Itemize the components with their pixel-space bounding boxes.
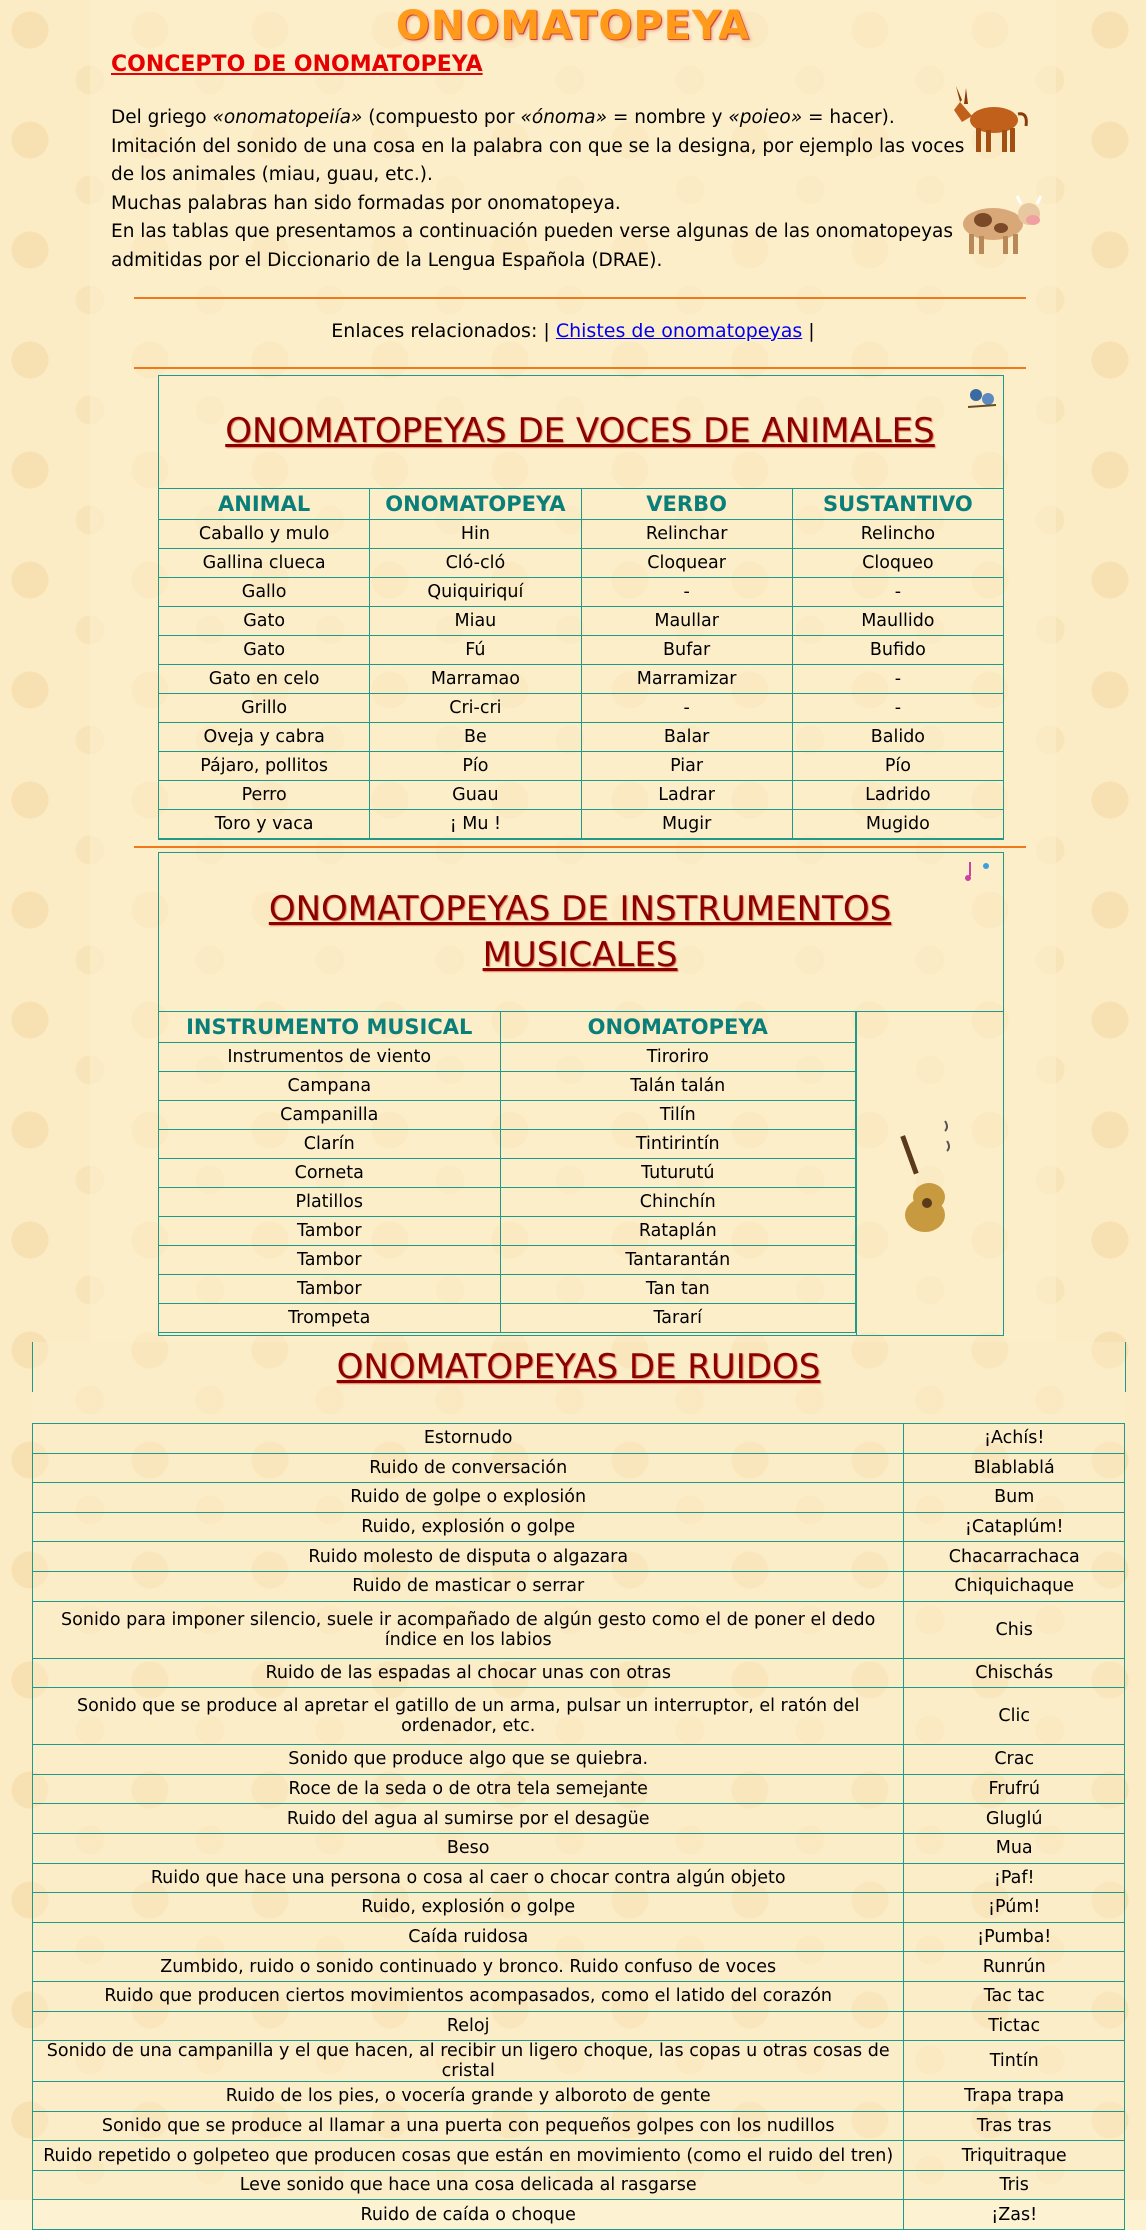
table-cell: Leve sonido que hace una cosa delicada al rasgarse	[33, 2170, 904, 2200]
table-cell: Maullido	[792, 607, 1003, 636]
noises-title: ONOMATOPEYAS DE RUIDOS	[336, 1347, 821, 1387]
intro-line-5: En las tablas que presentamos a continuación pueden verse algunas de las onomatopeyas	[111, 221, 954, 242]
intro-text	[111, 104, 965, 275]
instruments-table	[158, 1011, 856, 1333]
noises-table	[32, 1423, 1125, 2230]
table-cell: Bufido	[792, 636, 1003, 665]
instruments-header-row	[159, 1012, 856, 1043]
table-row	[159, 810, 1004, 839]
table-cell: -	[581, 694, 792, 723]
table-row	[159, 723, 1004, 752]
table-cell: Ruido de golpe o explosión	[33, 1483, 904, 1513]
table-cell: Campana	[159, 1072, 501, 1101]
table-cell: Bum	[904, 1483, 1125, 1513]
table-row	[159, 1188, 856, 1217]
table-cell: -	[792, 665, 1003, 694]
table-cell: Cló-cló	[370, 549, 581, 578]
table-cell: Tris	[904, 2170, 1125, 2200]
table-cell: Corneta	[159, 1159, 501, 1188]
table-cell: Rataplán	[500, 1217, 855, 1246]
table-row	[33, 1863, 1125, 1893]
table-cell: Campanilla	[159, 1101, 501, 1130]
table-cell: Bufar	[581, 636, 792, 665]
intro-line-4: Muchas palabras han sido formadas por onomatopeya.	[111, 192, 621, 214]
table-cell: Gato en celo	[159, 665, 370, 694]
table-cell: Sonido que produce algo que se quiebra.	[33, 1745, 904, 1775]
animals-header-row	[159, 489, 1004, 520]
table-cell: Tantarantán	[500, 1246, 855, 1275]
divider-2	[134, 367, 1026, 369]
table-cell: Ladrar	[581, 781, 792, 810]
related-links-suffix: |	[802, 320, 815, 342]
table-row	[159, 1159, 856, 1188]
table-cell: Quiquiriquí	[370, 578, 581, 607]
table-cell: Cloqueo	[792, 549, 1003, 578]
table-cell: ¡Paf!	[904, 1863, 1125, 1893]
table-cell: ¡Pumba!	[904, 1922, 1125, 1952]
table-row	[33, 2011, 1125, 2041]
table-row	[159, 520, 1004, 549]
table-cell: Pío	[792, 752, 1003, 781]
table-row	[159, 1246, 856, 1275]
table-cell: Tintín	[904, 2041, 1125, 2082]
table-row	[159, 1130, 856, 1159]
table-cell: Sonido para imponer silencio, suele ir acompañado de algún gesto como el de poner el dedo índice en los labios	[33, 1601, 904, 1658]
table-cell: Ruido de las espadas al chocar unas con otras	[33, 1658, 904, 1688]
header-animal: ANIMAL	[159, 489, 370, 520]
table-row	[33, 2200, 1125, 2230]
table-cell: Pío	[370, 752, 581, 781]
table-cell: Chacarrachaca	[904, 1542, 1125, 1572]
table-cell: Perro	[159, 781, 370, 810]
table-cell: Clic	[904, 1688, 1125, 1745]
table-cell: Gallo	[159, 578, 370, 607]
header-sustantivo: SUSTANTIVO	[792, 489, 1003, 520]
table-row	[159, 1217, 856, 1246]
table-cell: Reloj	[33, 2011, 904, 2041]
intro-line-1	[111, 104, 951, 133]
table-row	[159, 607, 1004, 636]
table-cell: -	[792, 578, 1003, 607]
table-cell: Ruido de conversación	[33, 1453, 904, 1483]
table-cell: Tras tras	[904, 2111, 1125, 2141]
table-cell: Zumbido, ruido o sonido continuado y bronco. Ruido confuso de voces	[33, 1952, 904, 1982]
table-cell: Frufrú	[904, 1774, 1125, 1804]
table-row	[33, 1893, 1125, 1923]
table-cell: Guau	[370, 781, 581, 810]
animals-table	[158, 488, 1004, 839]
music-notes-icon	[962, 858, 994, 888]
table-cell: Tuturutú	[500, 1159, 855, 1188]
table-row	[33, 1922, 1125, 1952]
table-cell: Ruido de caída o choque	[33, 2200, 904, 2230]
intro-line-3: de los animales (miau, guau, etc.).	[111, 164, 433, 185]
table-cell: Caída ruidosa	[33, 1922, 904, 1952]
table-cell: Crac	[904, 1745, 1125, 1775]
cow-illustration	[955, 190, 1045, 260]
header-onomatopeya-instr: ONOMATOPEYA	[500, 1012, 855, 1043]
intro-term-poieo: «poieo»	[728, 107, 803, 128]
table-cell: Grillo	[159, 694, 370, 723]
table-cell: Relincho	[792, 520, 1003, 549]
table-cell: ¡Zas!	[904, 2200, 1125, 2230]
table-row	[33, 1688, 1125, 1745]
table-row	[159, 694, 1004, 723]
table-row	[33, 1542, 1125, 1572]
header-instrumento: INSTRUMENTO MUSICAL	[159, 1012, 501, 1043]
table-row	[33, 1952, 1125, 1982]
table-row	[33, 1483, 1125, 1513]
table-row	[33, 1601, 1125, 1658]
table-cell: Tiroriro	[500, 1043, 855, 1072]
table-cell: ¡Púm!	[904, 1893, 1125, 1923]
table-cell: Tintirintín	[500, 1130, 855, 1159]
intro-text-a: Del griego	[111, 107, 213, 128]
table-cell: Trapa trapa	[904, 2082, 1125, 2112]
intro-line-2: Imitación del sonido de una cosa en la palabra con que se la designa, por ejemplo las voces	[111, 135, 965, 157]
table-cell: Piar	[581, 752, 792, 781]
table-cell: Sonido que se produce al llamar a una puerta con pequeños golpes con los nudillos	[33, 2111, 904, 2141]
table-cell: Hin	[370, 520, 581, 549]
table-row	[33, 1833, 1125, 1863]
table-cell: Tambor	[159, 1275, 501, 1304]
table-cell: Tan tan	[500, 1275, 855, 1304]
table-cell: ¡ Mu !	[370, 810, 581, 839]
table-cell: Pájaro, pollitos	[159, 752, 370, 781]
table-cell: Talán talán	[500, 1072, 855, 1101]
table-cell: Fú	[370, 636, 581, 665]
table-row	[33, 1804, 1125, 1834]
instruments-title-line-2: MUSICALES	[482, 935, 678, 975]
table-cell: Tictac	[904, 2011, 1125, 2041]
table-cell: Ruido repetido o golpeteo que producen cosas que están en movimiento (como el ruido del tren)	[33, 2141, 904, 2171]
table-cell: Tac tac	[904, 1981, 1125, 2011]
table-cell: Miau	[370, 607, 581, 636]
table-row	[33, 1571, 1125, 1601]
table-cell: Sonido que se produce al apretar el gatillo de un arma, pulsar un interruptor, el ratón del ordenador, etc.	[33, 1688, 904, 1745]
table-row	[159, 1101, 856, 1130]
table-cell: Gato	[159, 636, 370, 665]
table-cell: Runrún	[904, 1952, 1125, 1982]
table-cell: Tilín	[500, 1101, 855, 1130]
table-row	[33, 1424, 1125, 1454]
table-cell: Balar	[581, 723, 792, 752]
table-cell: Triquitraque	[904, 2141, 1125, 2171]
table-cell: Ruido del agua al sumirse por el desagüe	[33, 1804, 904, 1834]
table-cell: Balido	[792, 723, 1003, 752]
table-cell: Ruido, explosión o golpe	[33, 1893, 904, 1923]
animals-title: ONOMATOPEYAS DE VOCES DE ANIMALES	[225, 411, 935, 451]
table-cell: Ruido que producen ciertos movimientos acompasados, como el latido del corazón	[33, 1981, 904, 2011]
intro-term-onoma: «ónoma»	[520, 107, 608, 128]
table-cell: Toro y vaca	[159, 810, 370, 839]
donkey-illustration	[950, 82, 1030, 160]
table-row	[159, 781, 1004, 810]
intro-text-e: = nombre y	[607, 107, 729, 128]
table-cell: Cri-cri	[370, 694, 581, 723]
concept-title: CONCEPTO DE ONOMATOPEYA	[111, 52, 483, 77]
table-cell: -	[792, 694, 1003, 723]
table-row	[159, 752, 1004, 781]
table-cell: Gluglú	[904, 1804, 1125, 1834]
table-row	[159, 1043, 856, 1072]
header-verbo: VERBO	[581, 489, 792, 520]
instruments-title	[158, 886, 1002, 978]
table-row	[33, 2041, 1125, 2082]
table-cell: Blablablá	[904, 1453, 1125, 1483]
table-cell: Cloquear	[581, 549, 792, 578]
table-cell: Gallina clueca	[159, 549, 370, 578]
table-cell: Tararí	[500, 1304, 855, 1333]
intro-text-c: (compuesto por	[362, 107, 521, 128]
table-cell: Mugido	[792, 810, 1003, 839]
table-row	[159, 549, 1004, 578]
related-links	[0, 320, 1146, 342]
table-row	[33, 2111, 1125, 2141]
intro-line-6: admitidas por el Diccionario de la Lengua Española (DRAE).	[111, 249, 663, 271]
table-cell: Tambor	[159, 1217, 501, 1246]
table-cell: Oveja y cabra	[159, 723, 370, 752]
intro-text-g: = hacer).	[802, 107, 895, 128]
instruments-title-line-1: ONOMATOPEYAS DE INSTRUMENTOS	[268, 889, 892, 929]
table-row	[33, 1658, 1125, 1688]
table-cell: ¡Achís!	[904, 1424, 1125, 1454]
table-cell: Relinchar	[581, 520, 792, 549]
table-row	[159, 1304, 856, 1333]
table-cell: Roce de la seda o de otra tela semejante	[33, 1774, 904, 1804]
table-cell: Ruido molesto de disputa o algazara	[33, 1542, 904, 1572]
table-cell: Ruido que hace una persona o cosa al caer o chocar contra algún objeto	[33, 1863, 904, 1893]
table-cell: Maullar	[581, 607, 792, 636]
table-cell: Ruido, explosión o golpe	[33, 1512, 904, 1542]
table-cell: Marramizar	[581, 665, 792, 694]
table-cell: Ladrido	[792, 781, 1003, 810]
table-cell: Be	[370, 723, 581, 752]
table-cell: Ruido de masticar o serrar	[33, 1571, 904, 1601]
table-cell: Platillos	[159, 1188, 501, 1217]
table-row	[159, 665, 1004, 694]
header-onomatopeya: ONOMATOPEYA	[370, 489, 581, 520]
table-row	[159, 636, 1004, 665]
table-row	[33, 2170, 1125, 2200]
link-chistes-onomatopeyas[interactable]: Chistes de onomatopeyas	[555, 320, 803, 342]
table-cell: Clarín	[159, 1130, 501, 1159]
table-row	[33, 1981, 1125, 2011]
table-cell: Trompeta	[159, 1304, 501, 1333]
table-cell: Mua	[904, 1833, 1125, 1863]
divider-3	[134, 846, 1026, 848]
table-row	[159, 578, 1004, 607]
table-cell: Mugir	[581, 810, 792, 839]
table-cell: Gato	[159, 607, 370, 636]
table-cell: Chinchín	[500, 1188, 855, 1217]
intro-term-onomatopeiia: «onomatopeiía»	[212, 107, 363, 128]
table-cell: ¡Cataplúm!	[904, 1512, 1125, 1542]
table-row	[33, 2141, 1125, 2171]
table-cell: -	[581, 578, 792, 607]
table-cell: Sonido de una campanilla y el que hacen, al recibir un ligero choque, las copas u otras cosas de cristal	[33, 2041, 904, 2082]
table-cell: Chiquichaque	[904, 1571, 1125, 1601]
table-cell: Estornudo	[33, 1424, 904, 1454]
table-row	[33, 2082, 1125, 2112]
table-cell: Marramao	[370, 665, 581, 694]
table-row	[159, 1275, 856, 1304]
table-row	[33, 1745, 1125, 1775]
table-cell: Instrumentos de viento	[159, 1043, 501, 1072]
table-cell: Caballo y mulo	[159, 520, 370, 549]
table-row	[33, 1453, 1125, 1483]
site-title: ONOMATOPEYA	[395, 3, 751, 49]
table-row	[33, 1774, 1125, 1804]
related-links-label: Enlaces relacionados: |	[331, 320, 556, 342]
table-cell: Tambor	[159, 1246, 501, 1275]
table-cell: Chischás	[904, 1658, 1125, 1688]
table-cell: Ruido de los pies, o vocería grande y alboroto de gente	[33, 2082, 904, 2112]
guitar-illustration	[895, 1115, 965, 1235]
divider-1	[134, 297, 1026, 299]
table-cell: Chis	[904, 1601, 1125, 1658]
table-row	[33, 1512, 1125, 1542]
table-cell: Beso	[33, 1833, 904, 1863]
table-row	[159, 1072, 856, 1101]
